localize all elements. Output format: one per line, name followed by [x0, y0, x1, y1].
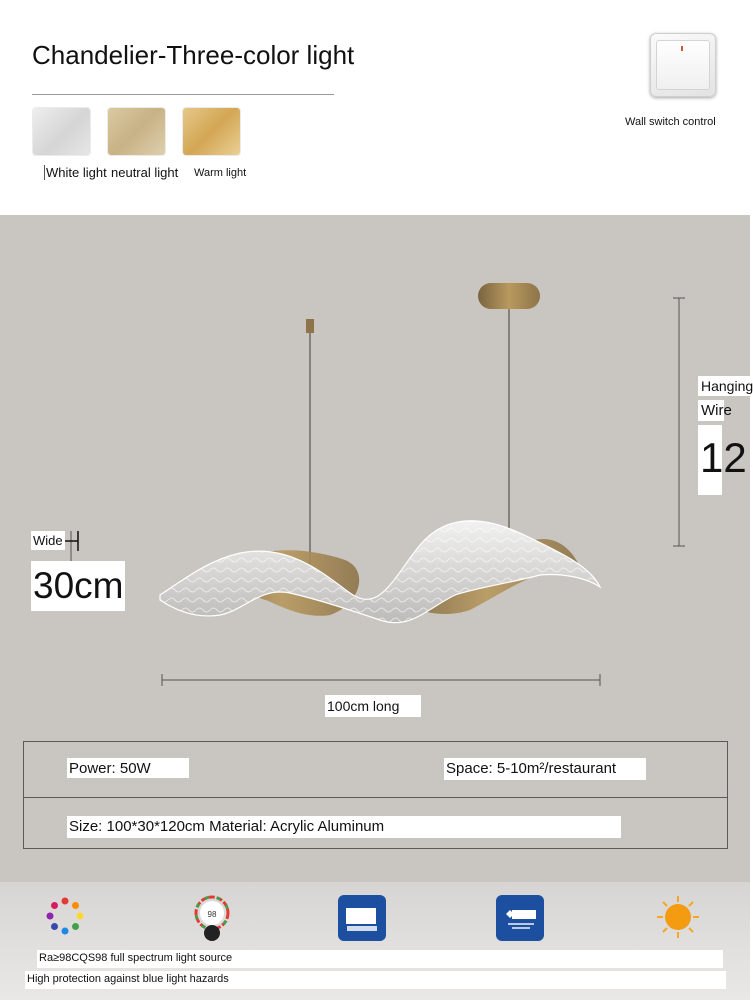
page-title: Chandelier-Three-color light	[32, 40, 355, 70]
ra98-badge-icon	[192, 895, 232, 943]
spec-power: Power: 50W	[67, 758, 189, 778]
svg-text:98: 98	[207, 910, 217, 919]
neutral-light-swatch[interactable]	[108, 108, 165, 155]
color-ring-icon	[44, 895, 86, 937]
full-spectrum-text: Ra≥98CQS98 full spectrum light source	[37, 950, 723, 968]
width-value: 30cm	[31, 561, 125, 611]
hanging-wire-label-1: Hanging	[698, 376, 750, 396]
white-light-swatch[interactable]	[33, 108, 90, 155]
warm-light-label: Warm light	[194, 167, 247, 179]
wall-switch-indicator	[681, 46, 683, 51]
title-divider	[32, 94, 334, 95]
product-diagram	[0, 215, 753, 882]
spec-size-material: Size: 100*30*120cm Material: Acrylic Aluminum	[67, 816, 621, 838]
ceiling-canopy-small	[306, 319, 314, 333]
header-section	[0, 0, 750, 215]
wall-switch-rocker	[656, 40, 710, 90]
hanging-wire-label-2: Wire	[698, 400, 724, 421]
ceiling-canopy-large	[478, 283, 540, 309]
length-label: 100cm long	[325, 695, 421, 717]
wall-switch-label: Wall switch control	[625, 116, 716, 128]
spec-space: Space: 5-10m²/restaurant	[444, 758, 646, 780]
blue-light-protection-text: High protection against blue light hazards	[25, 971, 726, 989]
sun-icon	[656, 895, 700, 939]
width-label: Wide	[33, 533, 63, 548]
features-footer	[0, 882, 750, 1000]
neutral-light-label: neutral light	[111, 165, 179, 180]
ieee-logo-icon	[496, 895, 544, 941]
warm-light-swatch[interactable]	[183, 108, 240, 155]
hanging-wire-value: 12	[698, 425, 722, 495]
spec-table	[23, 741, 728, 849]
spec-table-divider	[24, 797, 727, 798]
white-light-label: White light	[46, 165, 107, 180]
iec-logo-icon	[338, 895, 386, 941]
